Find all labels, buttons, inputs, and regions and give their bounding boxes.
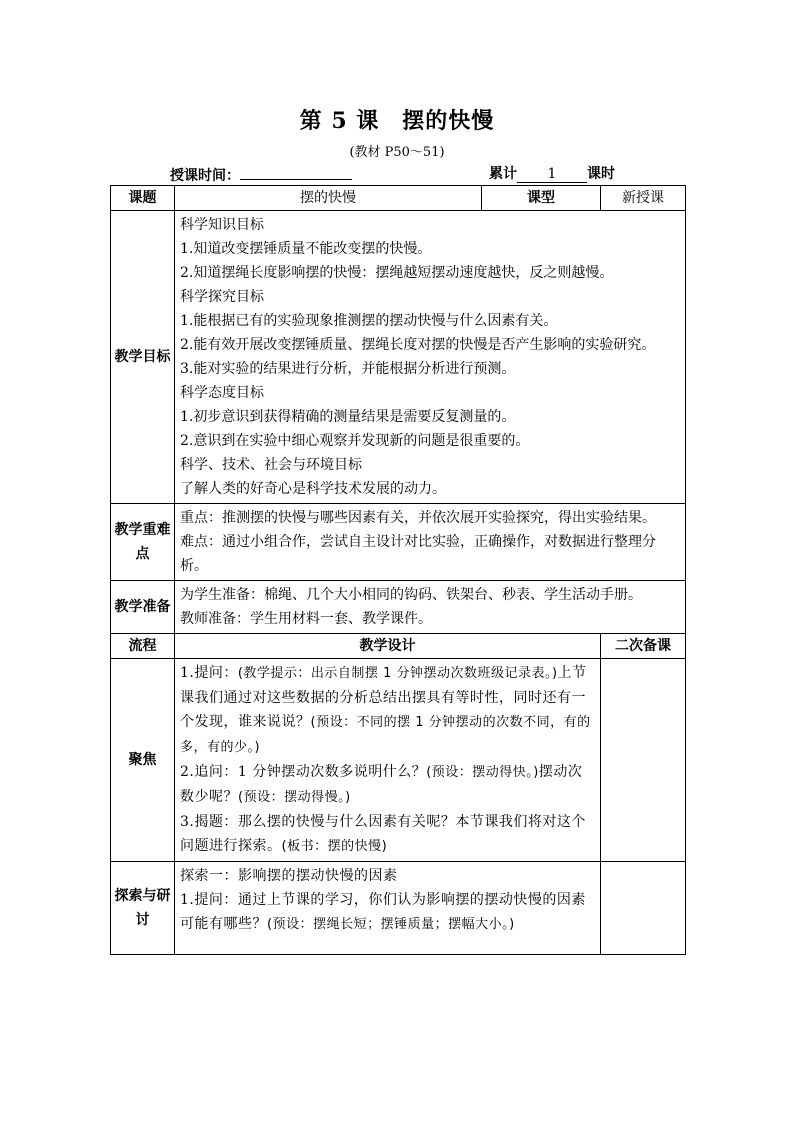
textbook-pages: (教材 P50～51) <box>349 145 445 160</box>
explore-step-1: 1.提问：通过上节课的学习，你们认为影响摆的摆动快慢的因素可能有哪些？(预设：摆绳长短；摆锤质量；摆幅大小。) <box>180 892 586 932</box>
preparation-label: 教学准备 <box>111 581 175 634</box>
focus-step-3: 3.揭题：那么摆的快慢与什么因素有关呢？本节课我们将对这个问题进行探索。(板书：摆的快慢) <box>180 814 586 854</box>
objective-line: 了解人类的好奇心是科学技术发展的动力。 <box>180 481 446 497</box>
objectives-label: 教学目标 <box>111 211 175 504</box>
focus-step-2: 2.追问：1 分钟摆动次数多说明什么？(预设：摆动得快。)摆动次数少呢？(预设：摆动得慢。) <box>180 764 583 805</box>
focus-label: 聚焦 <box>111 659 175 862</box>
lesson-total-label: 累计 <box>489 166 517 182</box>
lesson-type-value: 新授课 <box>601 186 686 211</box>
objective-line: 2.知道摆绳长度影响摆的快慢：摆绳越短摆动速度越快，反之则越慢。 <box>180 265 614 281</box>
preparation-content <box>175 581 686 634</box>
explore-label: 探索与研讨 <box>111 862 175 955</box>
lesson-plan-table <box>110 185 686 955</box>
focus-step-1: 1.提问：(教学提示：出示自制摆 1 分钟摆动次数班级记录表。)上节课我们通过对这些数据的分析总结出摆具有等时性，同时还有一个发现，谁来说说？(预设：不同的摆 1 分钟摆动的次数不同，有的多，有的少。) <box>180 665 591 755</box>
flow-header-row <box>111 634 686 659</box>
explore-secondary-prep <box>601 862 686 955</box>
lesson-total-unit: 课时 <box>587 166 615 182</box>
objective-line: 科学知识目标 <box>180 217 264 233</box>
objective-line: 科学探究目标 <box>180 289 264 305</box>
topic-label: 课题 <box>111 186 175 211</box>
objective-line: 1.初步意识到获得精确的测量结果是需要反复测量的。 <box>180 409 516 425</box>
lesson-total-value: 1 <box>517 166 587 183</box>
objective-line: 1.知道改变摆锤质量不能改变摆的快慢。 <box>180 241 432 257</box>
focus-content <box>175 659 601 862</box>
secondary-prep-header: 二次备课 <box>601 634 686 659</box>
lesson-time-label: 授课时间： <box>170 168 240 184</box>
objectives-row <box>111 211 686 504</box>
explore-content <box>175 862 601 955</box>
page-title: 第 5 课 摆的快慢 <box>299 108 495 134</box>
objective-line: 2.能有效开展改变摆锤质量、摆绳长度对摆的快慢是否产生影响的实验研究。 <box>180 337 656 353</box>
key-points-content <box>175 504 686 581</box>
explore-row <box>111 862 686 955</box>
lesson-time-blank <box>240 163 352 180</box>
process-header: 流程 <box>111 634 175 659</box>
key-points-label: 教学重难点 <box>111 504 175 581</box>
preparation-line: 为学生准备：棉绳、几个大小相同的钩码、铁架台、秒表、学生活动手册。 <box>180 587 642 603</box>
focus-secondary-prep <box>601 659 686 862</box>
key-points-row <box>111 504 686 581</box>
topic-row <box>111 186 686 211</box>
explore-heading: 探索一：影响摆的摆动快慢的因素 <box>180 868 398 884</box>
objective-line: 科学态度目标 <box>180 385 264 401</box>
lesson-time <box>170 163 352 185</box>
preparation-line: 教师准备：学生用材料一套、教学课件。 <box>180 611 432 627</box>
objective-line: 3.能对实验的结果进行分析，并能根据分析进行预测。 <box>180 361 516 377</box>
preparation-row <box>111 581 686 634</box>
design-header: 教学设计 <box>175 634 601 659</box>
objective-line: 1.能根据已有的实验现象推测摆的摆动快慢与什么因素有关。 <box>180 313 558 329</box>
lesson-total <box>489 163 615 183</box>
topic-value: 摆的快慢 <box>175 186 482 211</box>
focus-row <box>111 659 686 862</box>
key-point-line: 难点：通过小组合作，尝试自主设计对比实验，正确操作，对数据进行整理分析。 <box>180 534 656 574</box>
objective-line: 2.意识到在实验中细心观察并发现新的问题是很重要的。 <box>180 433 530 449</box>
key-point-line: 重点：推测摆的快慢与哪些因素有关，并依次展开实验探究，得出实验结果。 <box>180 510 656 526</box>
lesson-type-label: 课型 <box>482 186 601 211</box>
objective-line: 科学、技术、社会与环境目标 <box>180 457 362 473</box>
objectives-content <box>175 211 686 504</box>
